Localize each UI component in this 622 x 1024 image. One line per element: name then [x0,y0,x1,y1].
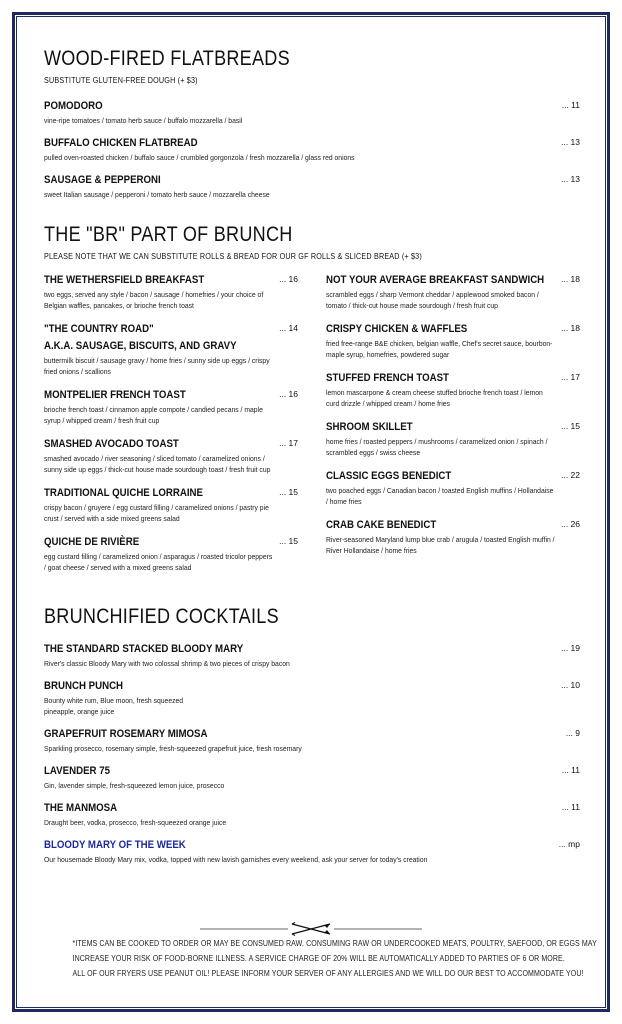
item-description: crispy bacon / gruyere / egg custard filling / caramelized onions / pastry pie crust / served with a side mixed greens salad [44,503,269,523]
item-name: THE WETHERSFIELD BREAKFAST [44,274,205,286]
flatbreads-title: WOOD-FIRED FLATBREADS [44,47,290,70]
brunch-subtitle: PLEASE NOTE THAT WE CAN SUBSTITUTE ROLLS & BREAD FOR OUR GF ROLLS & SLICED BREAD (+ $3) [44,252,422,261]
brunch-right-column [326,273,580,584]
menu-item-wethersfield [44,273,298,311]
item-price: ... 15 [279,536,298,546]
flatbreads-subtitle: SUBSTITUTE GLUTEN-FREE DOUGH (+ $3) [44,76,198,85]
menu-item-manmosa [44,801,580,828]
menu-item-crab-cake-benedict [326,518,580,556]
menu-item-shroom-skillet [326,420,580,458]
item-description: Bounty white rum, Blue moon, fresh squeezed [44,696,184,705]
menu-item-avocado-toast [44,437,298,475]
item-description: two eggs, served any style / bacon / sausage / homefries / your choice of Belgian waffles, pancakes, or brioche french toast [44,290,264,310]
item-price: ... 16 [279,274,298,284]
item-description: brioche french toast / cinnamon apple compote / candied pecans / maple syrup / whipped cream / fresh fruit cup [44,405,263,425]
item-description: Gin, lavender simple, fresh-squeezed lemon juice, prosecco [44,781,225,790]
menu-item-buffalo-chicken [44,136,580,163]
menu-item-eggs-benedict [326,469,580,507]
item-price: ... 19 [561,643,580,653]
item-name: THE MANMOSA [44,802,118,814]
item-name: GRAPEFRUIT ROSEMARY MIMOSA [44,728,208,740]
item-name: QUICHE DE RIVIÈRE [44,536,140,548]
brunch-columns [44,273,580,584]
item-price: ... 11 [561,802,580,812]
item-description: egg custard filling / caramelized onion / asparagus / roasted tricolor peppers / goat cheese / served with a mixed greens salad [44,552,273,572]
item-name: SAUSAGE & PEPPERONI [44,174,161,186]
menu-content [44,44,580,865]
item-description: two poached eggs / Canadian bacon / toasted English muffins / Hollandaise / home fries [326,486,554,506]
item-name: MONTPELIER FRENCH TOAST [44,389,186,401]
footer-disclaimer [40,936,597,981]
item-description: buttermilk biscuit / sausage gravy / home fries / sunny side up eggs / crispy fried onions / scallions [44,356,270,376]
item-name: BUFFALO CHICKEN FLATBREAD [44,137,198,149]
item-price: ... mp [558,839,580,849]
menu-item-pomodoro [44,99,580,126]
item-description: scrambled eggs / sharp Vermont cheddar / applewood smoked bacon / tomato / thick-cut house made sourdough / fresh fruit cup [326,290,539,310]
item-name: CRAB CAKE BENEDICT [326,519,437,531]
item-name: LAVENDER 75 [44,765,110,777]
item-name: POMODORO [44,100,103,112]
item-description: home fries / roasted peppers / mushrooms / caramelized onion / spinach / scrambled eggs / swiss cheese [326,437,548,457]
menu-item-breakfast-sandwich [326,273,580,311]
menu-item-montpelier [44,388,298,426]
item-description: smashed avocado / river seasoning / sliced tomato / caramelized onions / sunny side up eggs / thick-cut house made sourdough toast / fresh fruit cup [44,454,271,474]
menu-item-stuffed-french-toast [326,371,580,409]
menu-item-quiche-de-riviere [44,535,298,573]
item-description: River's classic Bloody Mary with two colossal shrimp & two pieces of crispy bacon [44,659,290,668]
menu-item-lavender-75 [44,764,580,791]
item-price: ... 17 [561,372,580,382]
menu-item-sausage-pepperoni [44,173,580,200]
item-description: pulled oven-roasted chicken / buffalo sauce / crumbled gorgonzola / fresh mozzarella / glass red onions [44,153,355,162]
menu-item-brunch-punch [44,679,580,717]
item-price: ... 10 [561,680,580,690]
item-name: NOT YOUR AVERAGE BREAKFAST SANDWICH [326,274,545,286]
item-price: ... 9 [565,728,580,738]
item-name: BLOODY MARY OF THE WEEK [44,839,186,851]
item-price: ... 14 [279,323,298,333]
item-description: fried free-range B&E chicken, belgian waffle, Chef's secret sauce, bourbon-maple syrup, homefries, powdered sugar [326,339,553,359]
item-price: ... 16 [279,389,298,399]
item-price: ... 18 [561,274,580,284]
menu-item-grapefruit-mimosa [44,727,580,754]
item-name: "THE COUNTRY ROAD" [44,323,154,335]
flatbreads-section [44,46,580,200]
item-name: CLASSIC EGGS BENEDICT [326,470,452,482]
item-name: CRISPY CHICKEN & WAFFLES [326,323,468,335]
cocktails-section [44,604,580,865]
item-name-line2: A.K.A. SAUSAGE, BISCUITS, AND GRAVY [44,340,237,352]
footer-line: INCREASE YOUR RISK OF FOOD-BORNE ILLNESS. A SERVICE CHARGE OF 20% WILL BE AUTOMATICALLY ADDED TO PARTIES OF 6 OR MORE. [72,954,565,963]
footer-line: ALL OF OUR FRYERS USE PEANUT OIL! PLEASE INFORM YOUR SERVER OF ANY ALLERGIES AND WE WILL DO OUR BEST TO ACCOMMODATE YOU! [72,969,584,978]
item-price: ... 11 [561,765,580,775]
item-description: River-seasoned Maryland lump blue crab / arugula / toasted English muffin / River Hollandaise / home fries [326,535,555,555]
brunch-section [44,222,580,584]
brunch-left-column [44,273,298,584]
menu-item-country-road [44,322,298,377]
item-description: Sparkling prosecco, rosemary simple, fresh-squeezed grapefruit juice, fresh rosemary [44,744,302,753]
item-price: ... 11 [561,100,580,110]
footer-line: *ITEMS CAN BE COOKED TO ORDER OR MAY BE CONSUMED RAW. CONSUMING RAW OR UNDERCOOKED MEATS, POULTRY, SAEFOOD, OR EGGS MAY [72,939,597,948]
menu-item-chicken-waffles [326,322,580,360]
item-price: ... 17 [279,438,298,448]
item-name: TRADITIONAL QUICHE LORRAINE [44,487,204,499]
item-price: ... 26 [561,519,580,529]
item-name: THE STANDARD STACKED BLOODY MARY [44,643,244,655]
menu-item-quiche-lorraine [44,486,298,524]
item-description-line2: pineapple, orange juice [44,707,115,716]
item-description: sweet Italian sausage / pepperoni / tomato herb sauce / mozzarella cheese [44,190,270,199]
item-price: ... 15 [279,487,298,497]
menu-item-stacked-bloody-mary [44,642,580,669]
item-description: vine-ripe tomatoes / tomato herb sauce / buffalo mozzarella / basil [44,116,243,125]
item-description: lemon mascarpone & cream cheese stuffed brioche french toast / lemon curd drizzle / whipped cream / home fries [326,388,543,408]
item-price: ... 22 [561,470,580,480]
item-name: STUFFED FRENCH TOAST [326,372,449,384]
crossed-arrows-divider-icon [200,922,422,936]
item-price: ... 18 [561,323,580,333]
item-description: Draught beer, vodka, prosecco, fresh-squeezed orange juice [44,818,227,827]
item-price: ... 15 [561,421,580,431]
item-name: SHROOM SKILLET [326,421,413,433]
item-price: ... 13 [561,174,580,184]
item-description: Our housemade Bloody Mary mix, vodka, topped with new lavish garnishes every weekend, ask your server for today's creation [44,855,428,864]
cocktails-title: BRUNCHIFIED COCKTAILS [44,605,279,628]
item-name: BRUNCH PUNCH [44,680,124,692]
item-name: SMASHED AVOCADO TOAST [44,438,179,450]
brunch-title: THE "BR" PART OF BRUNCH [44,223,293,246]
menu-item-bloody-mary-of-the-week [44,838,580,865]
item-price: ... 13 [561,137,580,147]
